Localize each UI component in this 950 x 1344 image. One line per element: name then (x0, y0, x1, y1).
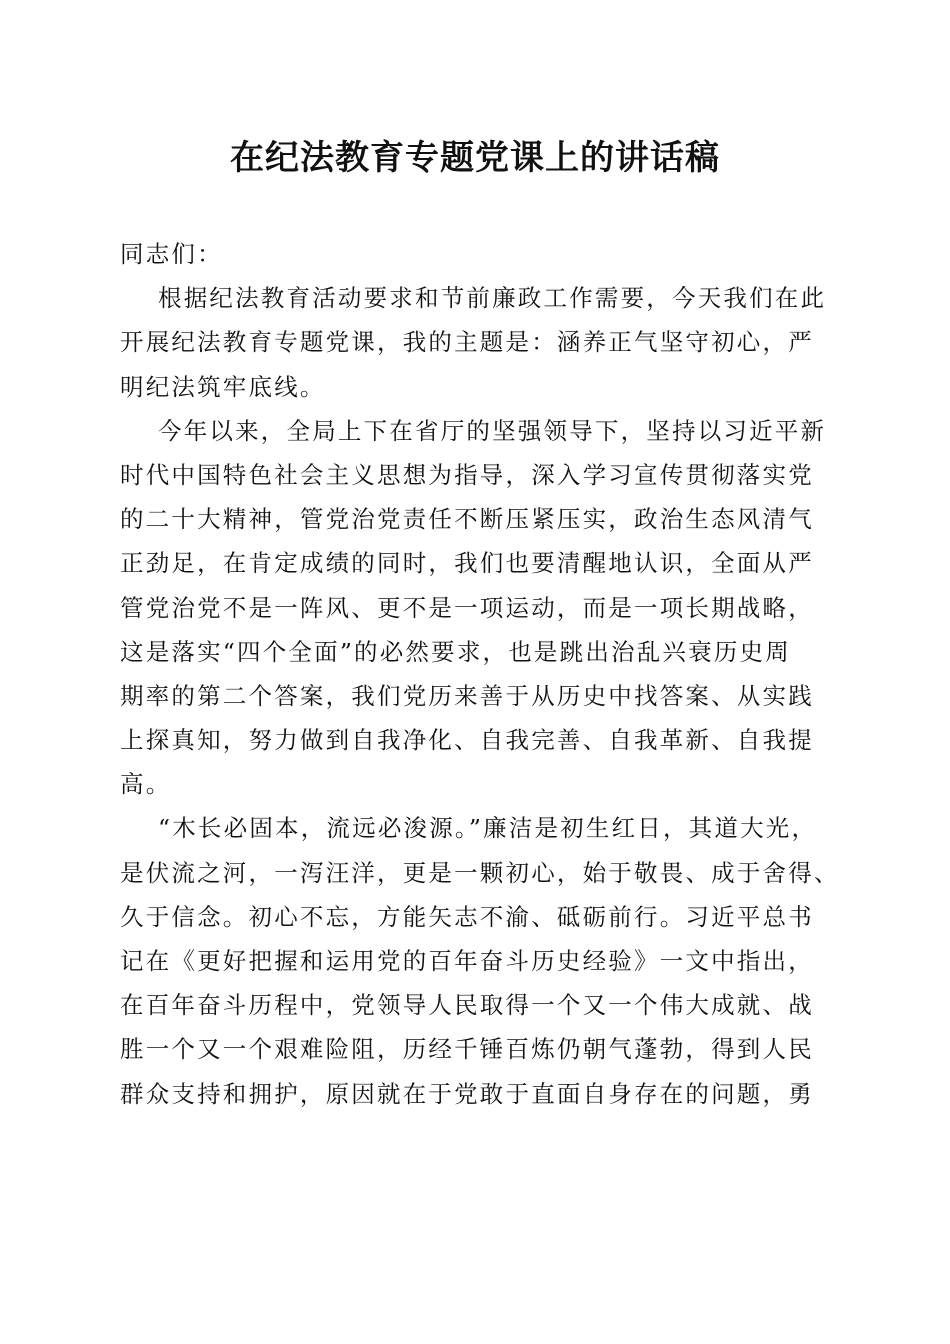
document-body (120, 232, 840, 1116)
text-line: “木长必固本，流远必浚源。”廉洁是初生红日，其道大光， (158, 814, 818, 843)
text-line: 时代中国特色社会主义思想为指导，深入学习宣传贯彻落实党 (120, 460, 814, 489)
text-line: 记在《更好把握和运用党的百年奋斗历史经验》一文中指出， (120, 947, 814, 975)
text-line: 群众支持和拥护，原因就在于党敢于直面自身存在的问题，勇 (120, 1079, 814, 1108)
text-line: 这是落实“四个全面”的必然要求，也是跳出治乱兴衰历史周 (120, 637, 791, 666)
text-line: 今年以来，全局上下在省厅的坚强领导下，坚持以习近平新 (158, 416, 827, 445)
text-line: 在百年奋斗历程中，党领导人民取得一个又一个伟大成就、战 (120, 991, 814, 1020)
text-line: 明纪法筑牢底线。 (120, 372, 326, 401)
text-line: 高。 (120, 770, 172, 799)
text-line: 正劲足，在肯定成绩的同时，我们也要清醒地认识，全面从严 (120, 549, 814, 578)
text-line: 是伏流之河，一泻汪洋，更是一颗初心，始于敬畏、成于舍得、 (120, 858, 840, 887)
document-title: 在纪法教育专题党课上的讲话稿 (230, 138, 720, 178)
text-line: 同志们： (120, 240, 223, 268)
text-line: 的二十大精神，管党治党责任不断压紧压实，政治生态风清气 (120, 505, 814, 534)
text-line: 胜一个又一个艰难险阻，历经千锤百炼仍朝气蓬勃，得到人民 (120, 1035, 814, 1064)
text-line: 期率的第二个答案，我们党历来善于从历史中找答案、从实践 (120, 681, 814, 710)
text-line: 管党治党不是一阵风、更不是一项运动，而是一项长期战略， (120, 593, 814, 622)
text-line: 久于信念。初心不忘，方能矢志不渝、砥砺前行。习近平总书 (120, 902, 814, 931)
text-line: 根据纪法教育活动要求和节前廉政工作需要，今天我们在此 (158, 284, 827, 313)
text-line: 开展纪法教育专题党课，我的主题是：涵养正气坚守初心，严 (120, 328, 814, 357)
text-line: 上探真知，努力做到自我净化、自我完善、自我革新、自我提 (120, 726, 814, 755)
